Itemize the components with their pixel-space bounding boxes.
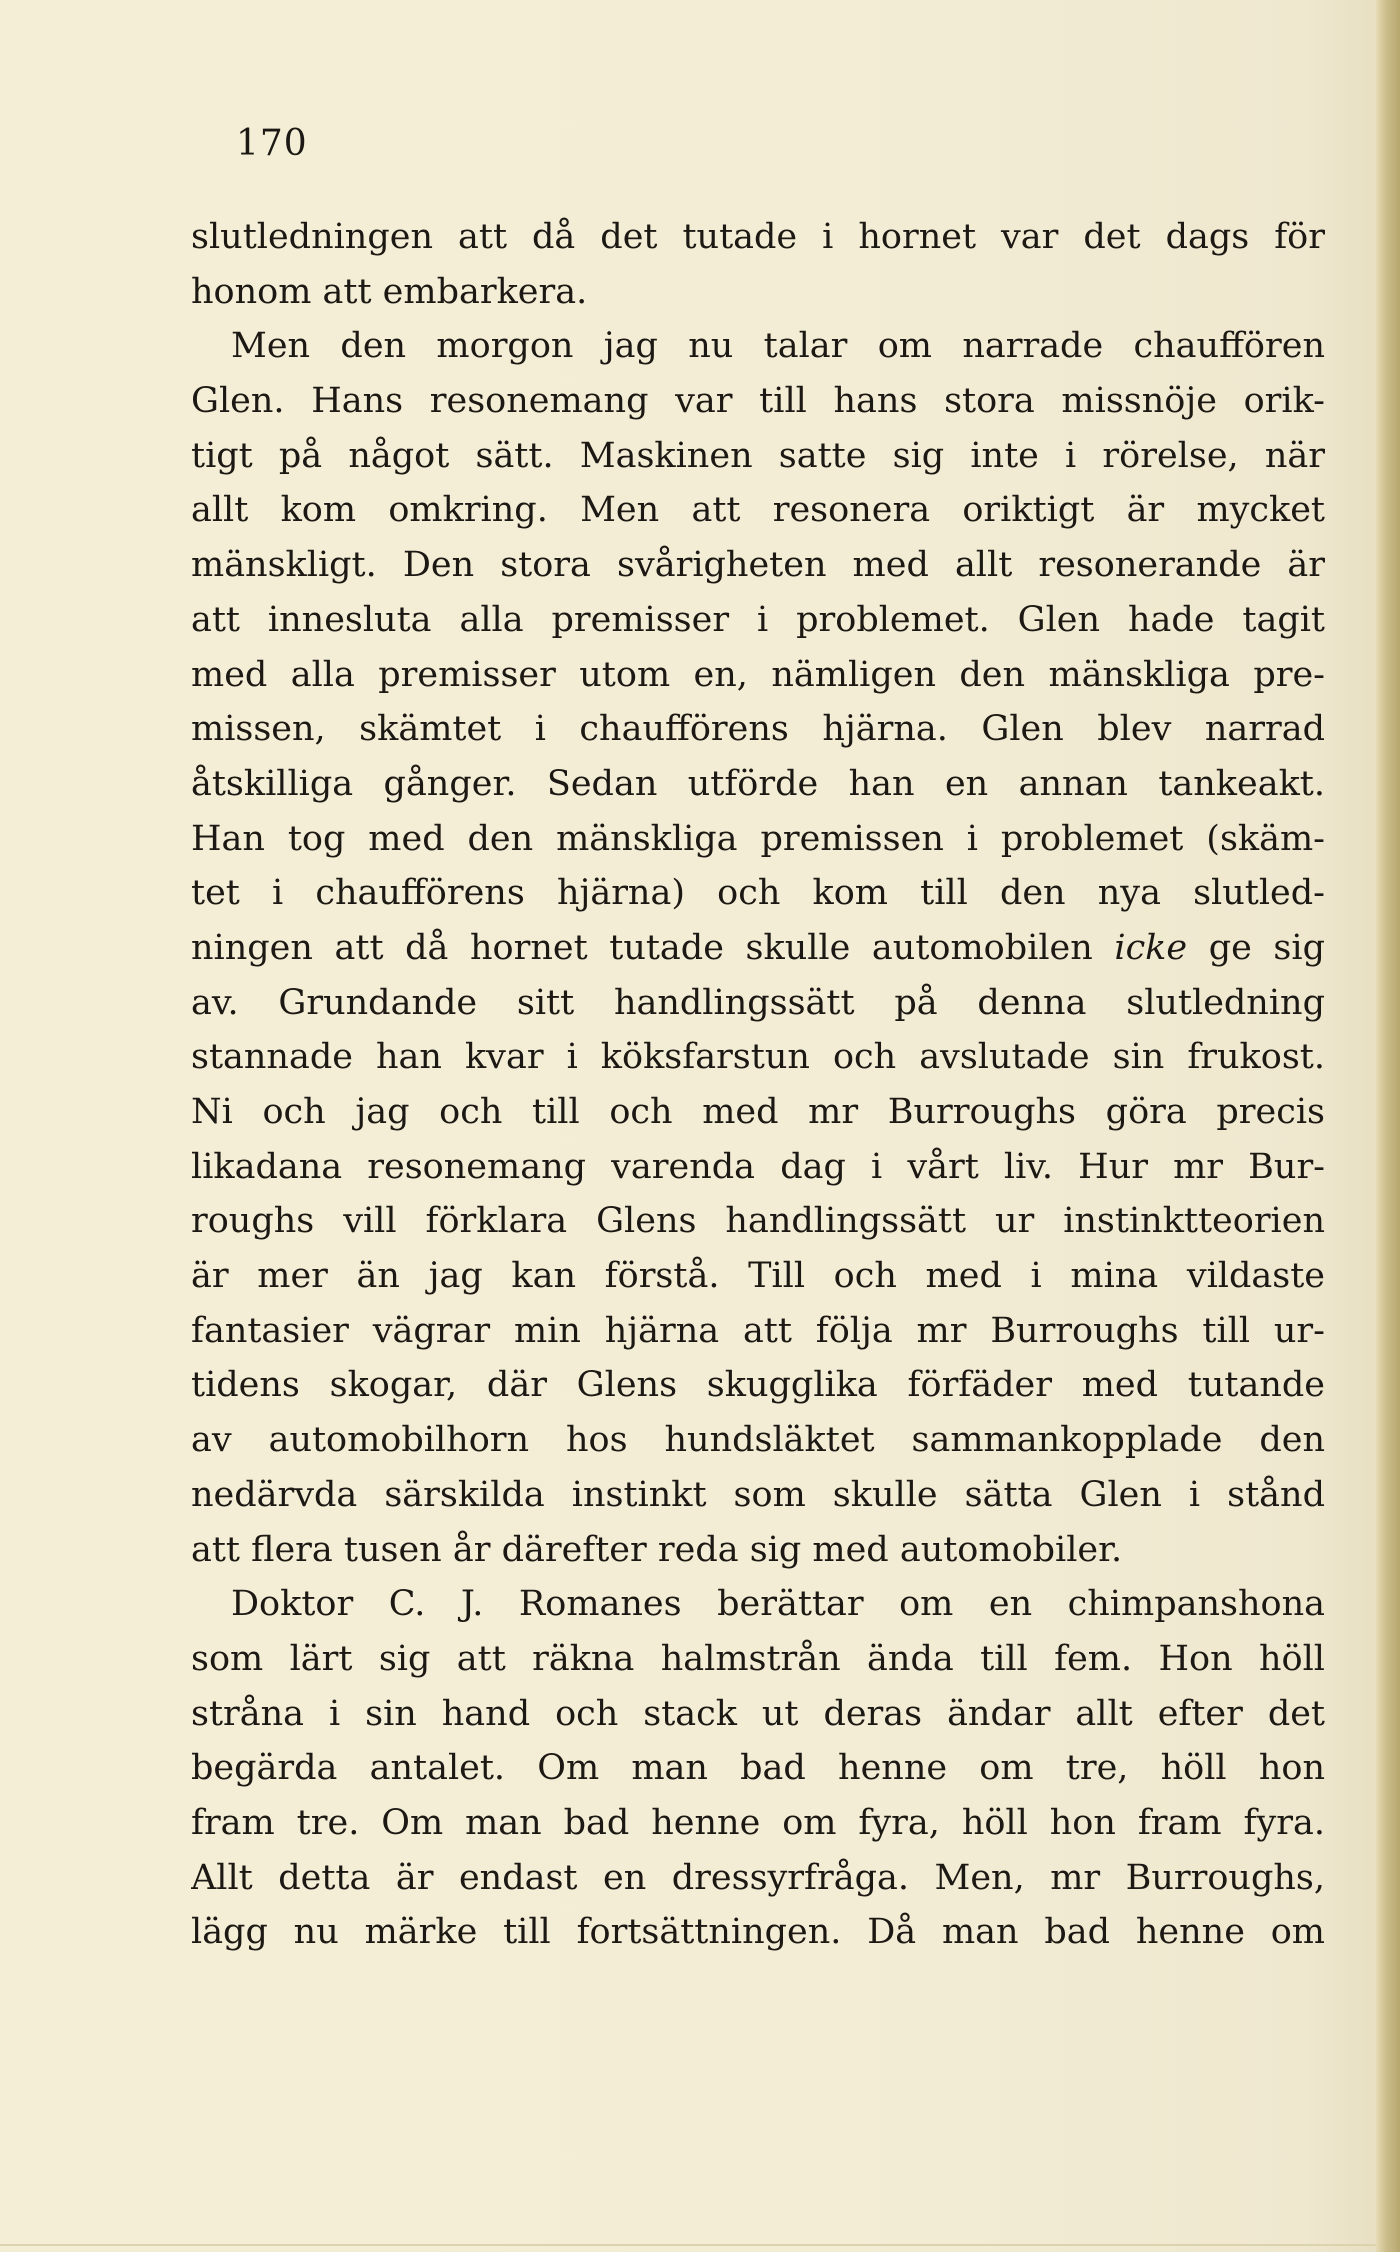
text-line: som lärt sig att räkna halmstrån ända till fem. Hon höll: [191, 1638, 1325, 1679]
page-bottom-edge: [0, 2244, 1376, 2246]
text-line: [191, 921, 1325, 976]
text-line: av automobilhorn hos hundsläktet sammankopplade den: [191, 1420, 1325, 1461]
text-line: med alla premisser utom en, nämligen den mänskliga pre-: [191, 654, 1325, 695]
text-line: tet i chaufförens hjärna) och kom till den nya slutled-: [191, 873, 1325, 914]
text-line: att flera tusen år därefter reda sig med automobiler.: [191, 1529, 1123, 1570]
page-edge: [1376, 0, 1400, 2252]
text-line: att innesluta alla premisser i problemet. Glen hade tagit: [191, 599, 1325, 640]
text-line: Men den morgon jag nu talar om narrade chauffören: [231, 326, 1325, 367]
text-line: lägg nu märke till fortsättningen. Då man bad henne om: [191, 1912, 1325, 1953]
text-line: honom att embarkera.: [191, 271, 588, 312]
text-line: missen, skämtet i chaufförens hjärna. Glen blev narrad: [191, 709, 1325, 750]
page-number: 170: [236, 123, 308, 164]
text-line: tigt på något sätt. Maskinen satte sig inte i rörelse, när: [191, 435, 1325, 476]
text-line: fantasier vägrar min hjärna att följa mr Burroughs till ur-: [191, 1310, 1325, 1351]
text-line: åtskilliga gånger. Sedan utförde han en annan tankeakt.: [191, 763, 1325, 804]
text-line: är mer än jag kan förstå. Till och med i mina vildaste: [191, 1256, 1325, 1297]
text-line: begärda antalet. Om man bad henne om tre, höll hon: [191, 1748, 1325, 1789]
text-line: Glen. Hans resonemang var till hans stora missnöje orik-: [191, 381, 1325, 422]
text-line: Doktor C. J. Romanes berättar om en chimpanshona: [231, 1584, 1325, 1625]
text-line: av. Grundande sitt handlingssätt på denna slutledning: [191, 982, 1325, 1023]
text-line-part: ge sig: [1187, 927, 1325, 968]
text-line: roughs vill förklara Glens handlingssätt ur instinktteorien: [191, 1201, 1325, 1242]
text-line: fram tre. Om man bad henne om fyra, höll hon fram fyra.: [191, 1802, 1325, 1843]
text-line: likadana resonemang varenda dag i vårt liv. Hur mr Bur-: [191, 1146, 1325, 1187]
text-line: allt kom omkring. Men att resonera oriktigt är mycket: [191, 490, 1325, 531]
text-line: Ni och jag och till och med mr Burroughs göra precis: [191, 1092, 1325, 1132]
emphasized-word: icke: [1114, 927, 1188, 968]
text-line: Allt detta är endast en dressyrfråga. Men, mr Burroughs,: [191, 1857, 1325, 1898]
text-line: stråna i sin hand och stack ut deras ändar allt efter det: [191, 1693, 1325, 1734]
text-line: mänskligt. Den stora svårigheten med allt resonerande är: [191, 545, 1325, 586]
text-line: Han tog med den mänskliga premissen i problemet (skäm-: [191, 818, 1325, 859]
body-text: [191, 210, 1325, 1960]
text-line-part: ningen att då hornet tutade skulle automobilen: [191, 927, 1115, 968]
text-line: slutledningen att då det tutade i hornet var det dags för: [191, 217, 1325, 257]
text-line: stannade han kvar i köksfarstun och avslutade sin frukost.: [191, 1037, 1325, 1078]
text-line: nedärvda särskilda instinkt som skulle sätta Glen i stånd: [191, 1474, 1325, 1515]
text-line: tidens skogar, där Glens skugglika förfäder med tutande: [191, 1365, 1325, 1406]
